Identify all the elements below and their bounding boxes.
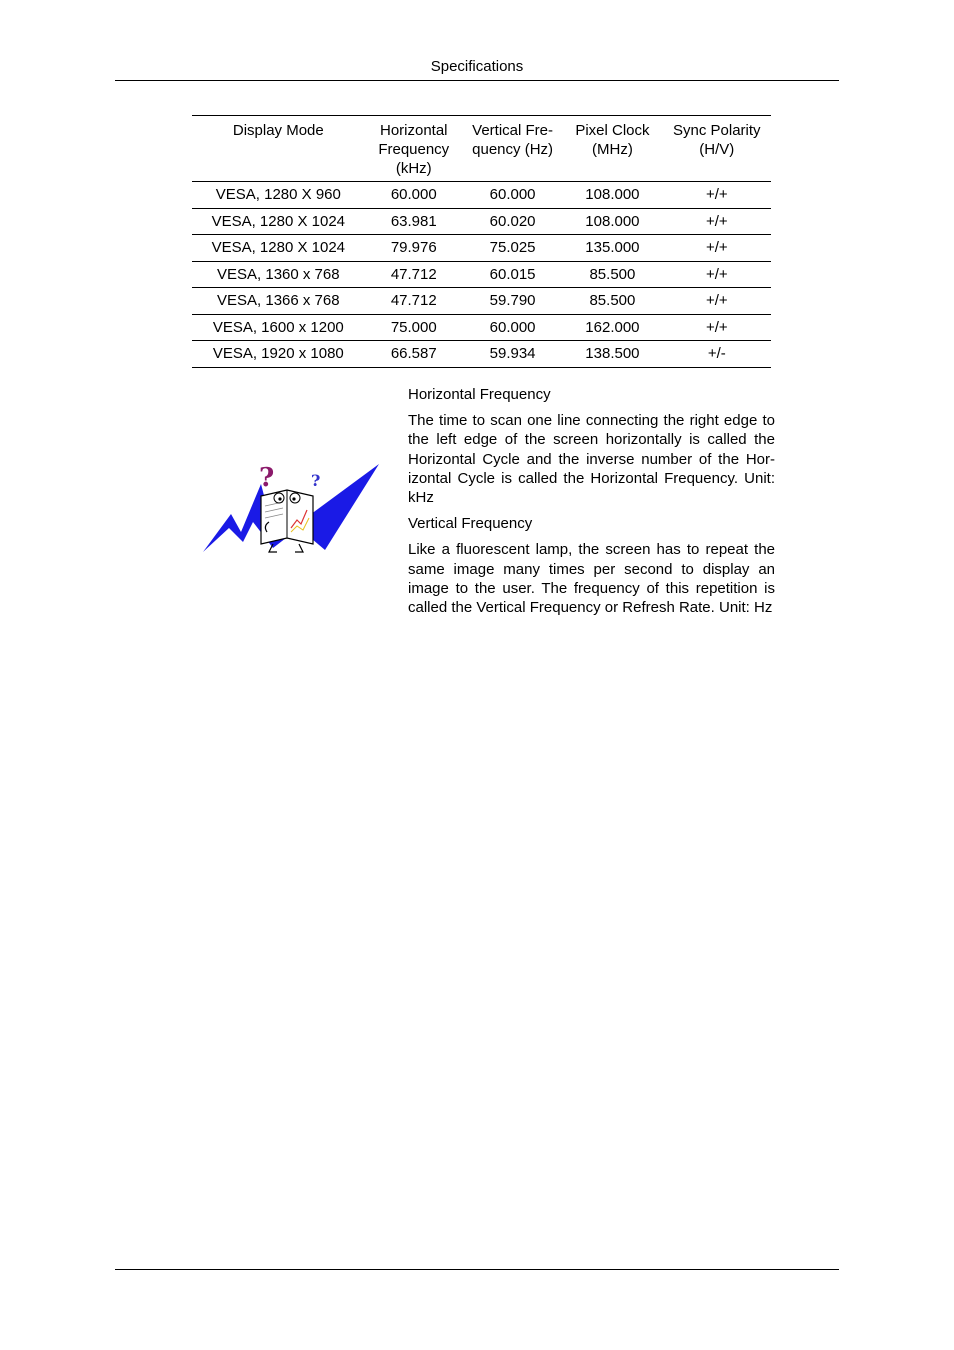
note-description: Like a fluorescent lamp, the screen has to repeat the same image many times per second to display an image to the user. The frequency of this repetition is called the Vertical Frequency or Refresh Rate. Unit: Hz [408,541,775,617]
pixel-clock-cell: 108.000 [585,212,640,230]
pixel-clock-cell: 138.500 [585,345,640,363]
column-header: Display Mode [232,122,324,139]
table-row [192,314,771,341]
svg-text:?: ? [259,463,275,493]
pixel-clock-cell: 162.000 [585,318,640,336]
footer-divider [115,1269,839,1270]
table-row [192,235,771,262]
table-row [192,341,771,368]
horizontal-frequency-cell: 60.000 [390,186,437,204]
display-mode-cell: VESA, 1280 X 1024 [211,212,346,230]
horizontal-frequency-cell: 47.712 [390,292,437,310]
sync-polarity-cell: +/+ [705,318,728,336]
sync-polarity-cell: +/- [707,345,726,363]
table-row [192,288,771,315]
table-row [192,261,771,288]
table-row [192,182,771,209]
display-mode-cell: VESA, 1360 x 768 [217,265,340,283]
table-header-row [192,116,771,182]
sync-polarity-cell: +/+ [705,239,728,257]
column-header: Pixel Clock (MHz) [575,122,650,158]
timing-specs-table [192,115,771,368]
vertical-frequency-cell: 59.934 [489,345,536,363]
display-mode-cell: VESA, 1280 X 960 [215,186,341,204]
column-header: Sync Polarity (H/V) [673,122,761,158]
pixel-clock-cell: 135.000 [585,239,640,257]
sync-polarity-cell: +/+ [705,212,728,230]
frequency-notes [408,385,775,624]
display-mode-cell: VESA, 1366 x 768 [217,292,340,310]
column-header: Vertical Fre- quency (Hz) [472,122,554,158]
confused-book-character-icon [203,462,381,554]
vertical-frequency-cell: 60.015 [489,265,536,283]
horizontal-frequency-cell: 47.712 [390,265,437,283]
display-mode-cell: VESA, 1600 x 1200 [212,318,344,336]
vertical-frequency-cell: 60.020 [489,212,536,230]
display-mode-cell: VESA, 1280 X 1024 [211,239,346,257]
column-header: Horizontal Frequency (kHz) [378,122,450,177]
horizontal-frequency-cell: 75.000 [390,318,437,336]
header-divider [115,80,839,81]
note-description: The time to scan one line connecting the right edge to the left edge of the screen horizontally is called the Horizontal Cycle and the inverse number of the Hor-izontal Cycle is called the Horizontal Frequency. Unit: kHz [408,412,775,507]
pixel-clock-cell: 85.500 [589,265,636,283]
pixel-clock-cell: 108.000 [585,186,640,204]
vertical-frequency-cell: 59.790 [489,292,536,310]
horizontal-frequency-cell: 63.981 [390,212,437,230]
note-term: Vertical Frequency [408,515,533,533]
horizontal-frequency-cell: 79.976 [390,239,437,257]
pixel-clock-cell: 85.500 [589,292,636,310]
note-term: Horizontal Frequency [408,386,551,403]
vertical-frequency-cell: 60.000 [489,186,536,204]
sync-polarity-cell: +/+ [705,265,728,283]
display-mode-cell: VESA, 1920 x 1080 [212,345,344,363]
table-row [192,208,771,235]
sync-polarity-cell: +/+ [705,186,728,204]
vertical-frequency-cell: 60.000 [489,318,536,336]
vertical-frequency-cell: 75.025 [489,239,536,257]
horizontal-frequency-cell: 66.587 [390,345,437,363]
page-header-title: Specifications [430,58,524,75]
svg-text:?: ? [311,471,321,490]
sync-polarity-cell: +/+ [705,292,728,310]
